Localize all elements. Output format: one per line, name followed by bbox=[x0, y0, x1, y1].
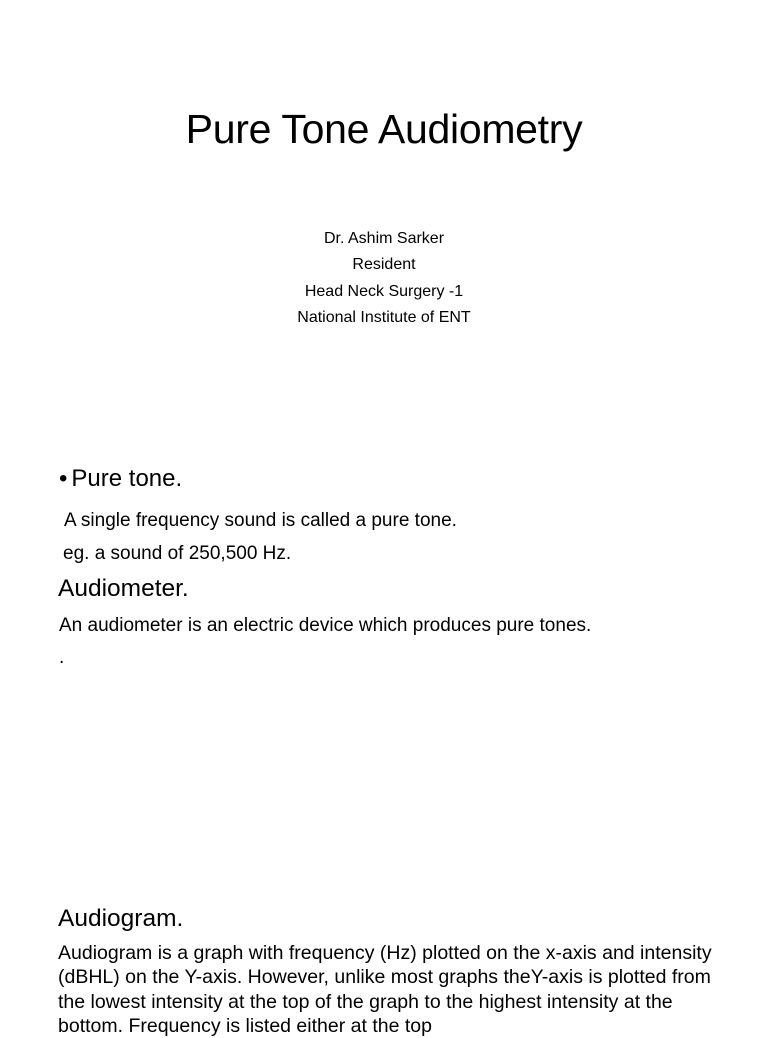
audiogram-heading: Audiogram. bbox=[58, 905, 184, 932]
audiometer-heading: Audiometer. bbox=[58, 575, 189, 602]
author-department: Head Neck Surgery -1 bbox=[304, 282, 464, 300]
bullet-label: Pure tone. bbox=[71, 465, 183, 492]
pure-tone-definition: A single frequency sound is called a pure tone. bbox=[64, 510, 457, 531]
pure-tone-example: eg. a sound of 250,500 Hz. bbox=[63, 543, 292, 564]
bullet-icon: • bbox=[59, 465, 68, 492]
bullet-item-pure-tone bbox=[59, 462, 182, 496]
author-name: Dr. Ashim Sarker bbox=[323, 230, 445, 247]
slide-title: Pure Tone Audiometry bbox=[185, 106, 583, 152]
author-info bbox=[0, 226, 768, 331]
author-institute: National Institute of ENT bbox=[297, 308, 471, 326]
audiogram-paragraph: Audiogram is a graph with frequency (Hz) plotted on the x-axis and intensity (dBHL) on the Y-axis. However, unlike most graphs theY-axis is plotted from the lowest intensity at the top of the graph to the highest intensity at the bottom. Frequency is listed either at the top bbox=[58, 942, 712, 1037]
author-position: Resident bbox=[352, 256, 416, 274]
audiometer-description: An audiometer is an electric device which produces pure tones. bbox=[59, 615, 592, 636]
trailing-dot: . bbox=[59, 647, 65, 668]
